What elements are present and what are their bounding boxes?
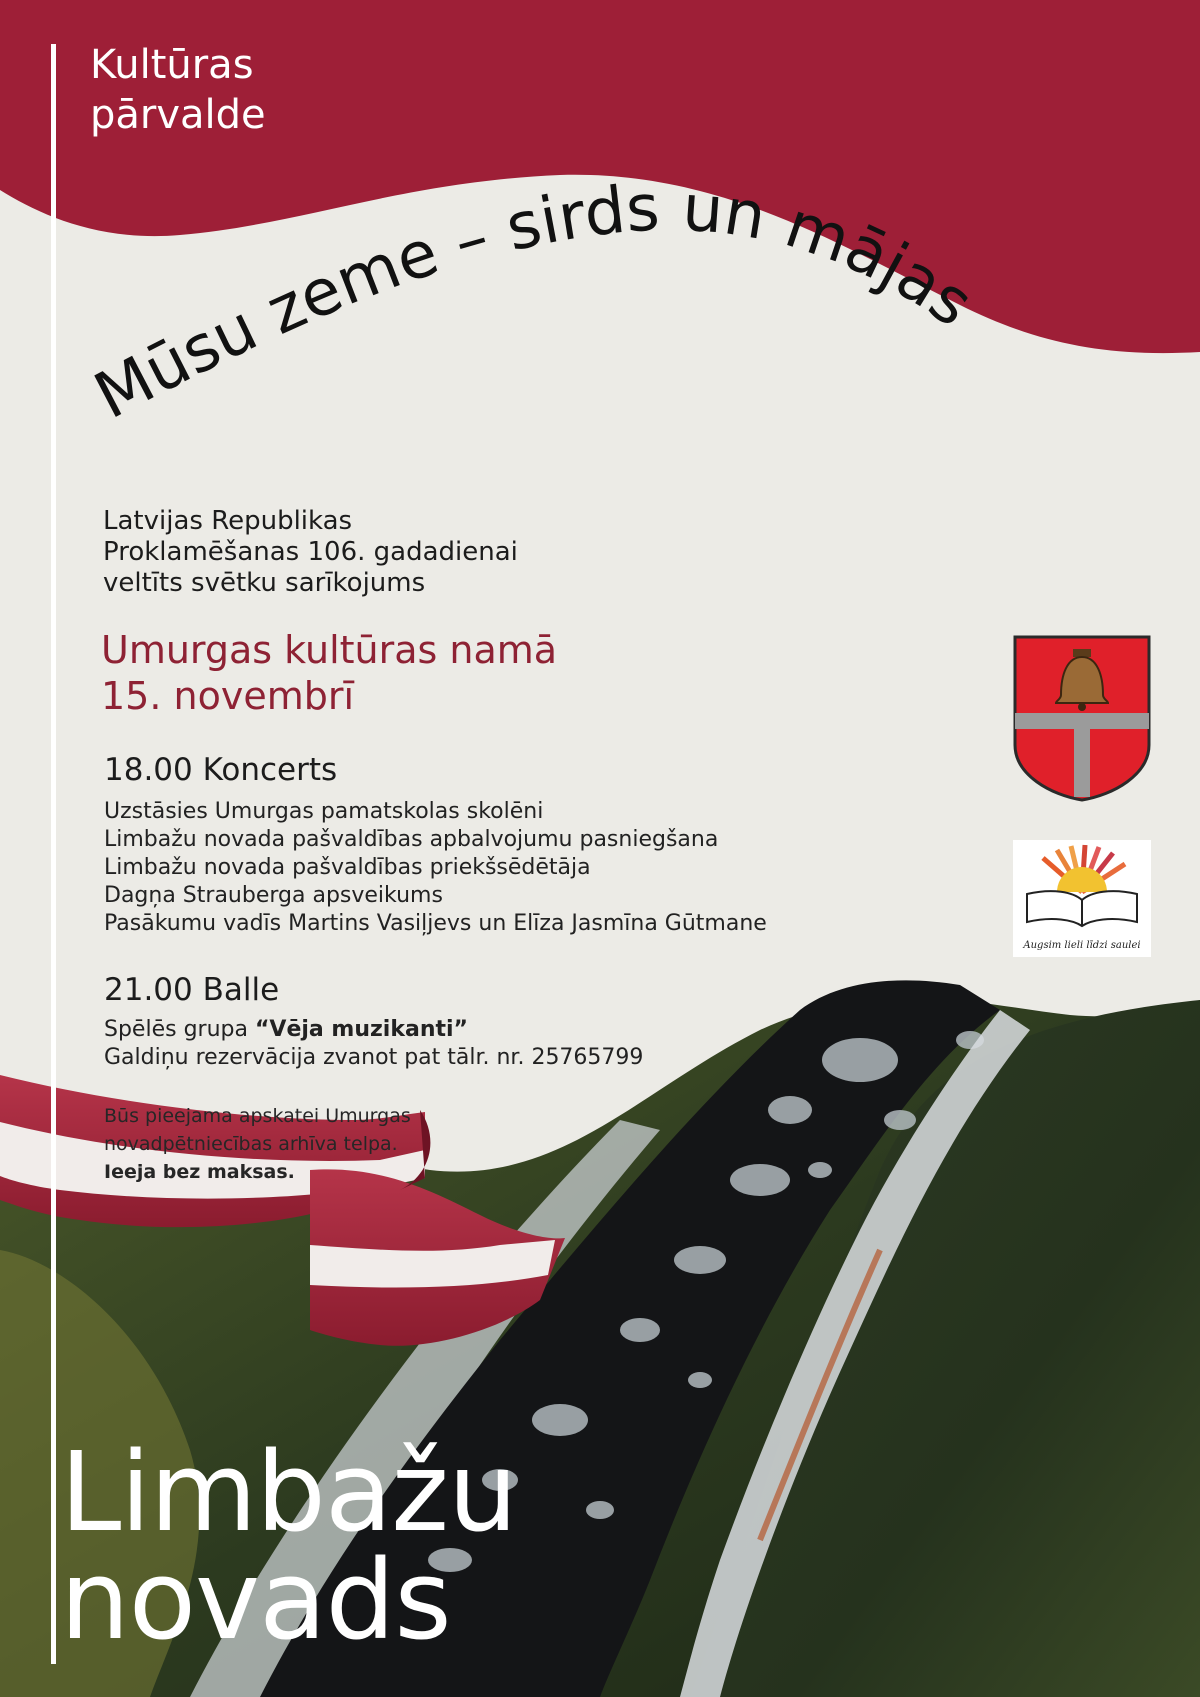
ball-details <box>104 1016 643 1072</box>
region-line-2: novads <box>60 1536 451 1664</box>
concert-item: Limbažu novada pašvaldības priekšsēdētāja <box>104 855 591 880</box>
school-motto: Augsim lieli līdzi saulei <box>1023 940 1141 951</box>
free-entry: Ieeja bez maksas. <box>104 1161 295 1183</box>
event-intro <box>103 506 518 599</box>
concert-item: Limbažu novada pašvaldības apbalvojumu pasniegšana <box>104 827 719 852</box>
intro-line-1: Latvijas Republikas <box>103 506 353 536</box>
concert-item: Pasākumu vadīs Martins Vasiļjevs un Elīza Jasmīna Gūtmane <box>104 911 767 936</box>
intro-line-3: veltīts svētku sarīkojums <box>103 568 426 598</box>
concert-item: Dagņa Strauberga apsveikums <box>104 883 443 908</box>
region-line-1: Limbažu <box>60 1428 517 1556</box>
region-name <box>60 1428 517 1664</box>
org-line-1: Kultūras <box>90 42 254 88</box>
event-venue <box>101 627 557 719</box>
concert-item: Uzstāsies Umurgas pamatskolas skolēni <box>104 799 544 824</box>
band-name: “Vēja muzikanti” <box>254 1017 469 1042</box>
archive-note <box>104 1102 411 1186</box>
school-logo <box>1013 840 1151 957</box>
ball-band <box>104 1016 643 1044</box>
note-line-2: novadpētniecības arhīva telpa. <box>104 1133 398 1155</box>
note-line-1: Būs pieejama apskatei Umurgas <box>104 1105 411 1127</box>
bell-shield-icon <box>1013 635 1151 802</box>
concert-heading: 18.00 Koncerts <box>104 752 338 788</box>
venue-line-1: Umurgas kultūras namā <box>101 628 558 672</box>
intro-line-2: Proklamēšanas 106. gadadienai <box>103 537 518 567</box>
sun-book-icon <box>1013 840 1151 935</box>
ball-reservation: Galdiņu rezervācija zvanot pat tālr. nr. 25765799 <box>104 1045 644 1070</box>
headline-textpath: Mūsu zeme – sirds un mājas <box>83 171 986 435</box>
headline <box>83 171 985 434</box>
band-prefix: Spēlēs grupa <box>104 1017 255 1042</box>
venue-line-2: 15. novembrī <box>101 674 355 718</box>
org-line-2: pārvalde <box>90 92 266 138</box>
ball-heading: 21.00 Balle <box>104 972 280 1008</box>
concert-program <box>104 798 767 938</box>
